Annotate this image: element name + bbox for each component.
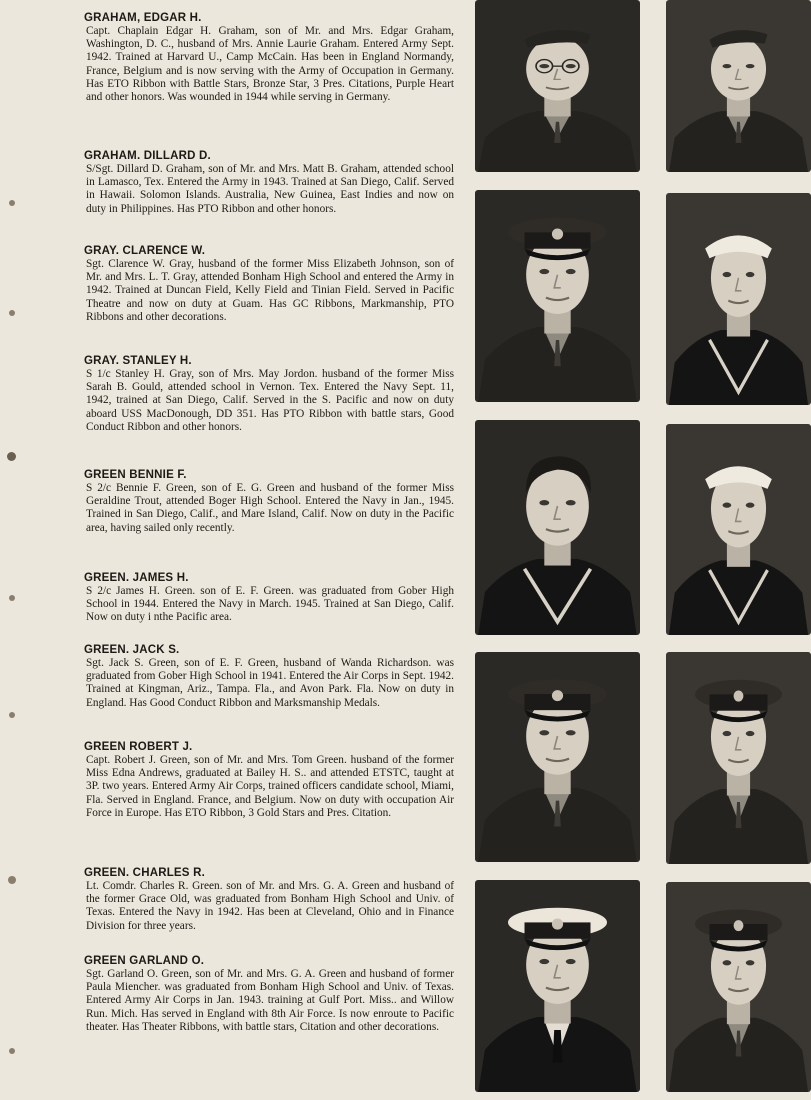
soldier-biography: Sgt. Garland O. Green, son of Mr. and Mrs. G. A. Green and husband of former Paula Miencher. was graduated from Bonham High School and Univ. of Texas. Entered Army Air Corps in Jan. 1943. training at Gulf Port. Miss.. and Willow Run. Mich. Has served in England with 8th Air Force. Is now enroute to Pacific theater. Has Theater Ribbons, with battle stars, Citation and other decorations. [86,968,454,1033]
necktie [553,1030,563,1063]
right-eye [566,959,576,964]
portrait-image [475,652,640,862]
right-eye [746,503,755,508]
right-eye [746,272,755,277]
soldier-portrait [666,882,811,1092]
soldier-biography: S 2/c Bennie F. Green, son of E. G. Green and husband of the former Miss Geraldine Trout, attended Boger High School. Entered the Navy in Jan., 1945. Trained in San Diego, Calif., and Mare Island, Calif. Now on duty in the Pacific area, having sailed only recently. [86,482,454,534]
binder-hole [9,712,15,718]
soldier-name: GRAY. STANLEY H. [84,355,192,367]
biography-entry [84,644,454,710]
biography-entry [84,355,454,434]
soldier-biography: Sgt. Clarence W. Gray, husband of the former Miss Elizabeth Johnson, son of Mr. and Mrs. L. T. Gray, attended Bonham High School and entered the Army in 1942. Trained at Duncan Field, Kelly Field and Tinian Field. Served in Pacific Theatre and now on duty at Guam. Has GC Ribbons, Markmanship, PTO Ribbons and other decorations. [86,258,454,323]
soldier-portrait [475,880,640,1092]
portrait-image [475,0,640,172]
soldier-name: GREEN. CHARLES R. [84,867,205,879]
binder-hole [8,876,16,884]
biography-entry [84,469,454,535]
soldier-portrait [475,0,640,172]
soldier-biography: Capt. Chaplain Edgar H. Graham, son of Mr. and Mrs. Edgar Graham, Washington, D. C., husband of Mrs. Annie Laurie Graham. Entered Army Sept. 1942. Trained at Harvard U., Camp McCain. Has been in England Normandy, France, Belgium and is now serving with the Army of Occupation in Germany. Has ETO Ribbon with Battle Stars, Bronze Star, 3 Pres. Citations, Purple Heart and other honors. Was wounded in 1944 while serving in Germany. [86,25,454,104]
soldier-name: GREEN BENNIE F. [84,469,187,481]
binder-hole [9,595,15,601]
biography-entry [84,867,454,933]
soldier-portrait [666,652,811,864]
soldier-biography: S 1/c Stanley H. Gray, son of Mrs. May Jordon. husband of the former Miss Sarah B. Gould, attended school in Vernon. Tex. Entered the Navy Sept. 11, 1942, trained at San Diego, Calif. Served in the S. Pacific and now on duty aboard USS MacDonough, DD 351. Has PTO Ribbon with battle stars, Good Conduct Ribbon and other honors. [86,368,454,433]
soldier-portrait [666,424,811,635]
left-eye [539,959,549,964]
cap-insignia [734,690,744,701]
portrait-image [666,882,811,1092]
portrait-image [475,880,640,1092]
right-eye [566,64,576,68]
cap-insignia [552,690,563,701]
soldier-biography: Lt. Comdr. Charles R. Green. son of Mr. and Mrs. G. A. Green and husband of the former Grace Old, was graduated from Bonham High School and Univ. of Texas. Entered the Navy in 1942. Has been at Cleveland, Ohio and in Finance Division for three years. [86,880,454,932]
soldier-biography: Sgt. Jack S. Green, son of E. F. Green, husband of Wanda Richardson. was graduated from Gober High School in 1941. Entered the Air Corps in Sept. 1942. Trained at Kingman, Ariz., Tampa. Fla., and Avon Park. Fla. Now on duty in England. Has Good Conduct Ribbon and Marksmanship Medals. [86,657,454,709]
left-eye [539,269,549,274]
soldier-name: GRAHAM, EDGAR H. [84,12,202,24]
portrait-image [475,420,640,635]
portrait-image [666,424,811,635]
soldier-biography: S 2/c James H. Green. son of E. F. Green. was graduated from Gober High School in 1944. Entered the Navy in March. 1945. Trained at San Diego, Calif. Now on duty i nthe Pacific area. [86,585,454,624]
left-eye [723,64,732,68]
left-eye [539,64,549,68]
portrait-image [666,0,811,172]
soldier-portrait [666,0,811,172]
left-eye [723,960,732,965]
right-eye [746,960,755,965]
soldier-name: GREEN ROBERT J. [84,741,193,753]
portrait-image [475,190,640,402]
right-eye [566,269,576,274]
left-eye [723,503,732,508]
right-eye [746,731,755,736]
biography-entry [84,741,454,820]
left-eye [539,500,549,505]
left-eye [539,730,549,735]
cap-insignia [552,228,563,239]
biography-entry [84,572,454,625]
right-eye [746,64,755,68]
portrait-image [666,652,811,864]
soldier-portrait [666,193,811,405]
binder-hole [9,200,15,206]
left-eye [723,272,732,277]
soldier-name: GREEN. JACK S. [84,644,180,656]
binder-hole [7,452,16,461]
soldier-portrait [475,652,640,862]
cap-insignia [734,920,744,931]
soldier-biography: Capt. Robert J. Green, son of Mr. and Mrs. Tom Green. husband of the former Miss Edna Andrews, graduated at Bailey H. S.. and attended ETSTC, taught at 3P. two years. Entered Army Air Corps, trained officers candidate school, Miami, Fla. Served in England. France, and Belgium. Now on duty with occupation Air Force in Europe. Has ETO Ribbon, 3 Gold Stars and Pres. Citation. [86,754,454,819]
binder-hole [9,310,15,316]
soldier-portrait [475,420,640,635]
cap-insignia [552,918,563,929]
biography-entry [84,150,454,216]
biography-entry [84,245,454,324]
right-eye [566,730,576,735]
soldier-name: GREEN. JAMES H. [84,572,189,584]
binder-hole [9,1048,15,1054]
soldier-name: GRAHAM. DILLARD D. [84,150,211,162]
biography-entry [84,955,454,1034]
soldier-name: GRAY. CLARENCE W. [84,245,206,257]
soldier-name: GREEN GARLAND O. [84,955,205,967]
soldier-portrait [475,190,640,402]
portrait-image [666,193,811,405]
left-eye [723,731,732,736]
right-eye [566,500,576,505]
biography-entry [84,12,454,104]
soldier-biography: S/Sgt. Dillard D. Graham, son of Mr. and Mrs. Matt B. Graham, attended school in Lamasco, Tex. Entered the Army in 1943. Trained at San Diego, Calif. Served in Hawaii. Solomon Islands. Australia, New Guinea, East Indies and now on duty in Philippines. Has PTO Ribbon and other honors. [86,163,454,215]
